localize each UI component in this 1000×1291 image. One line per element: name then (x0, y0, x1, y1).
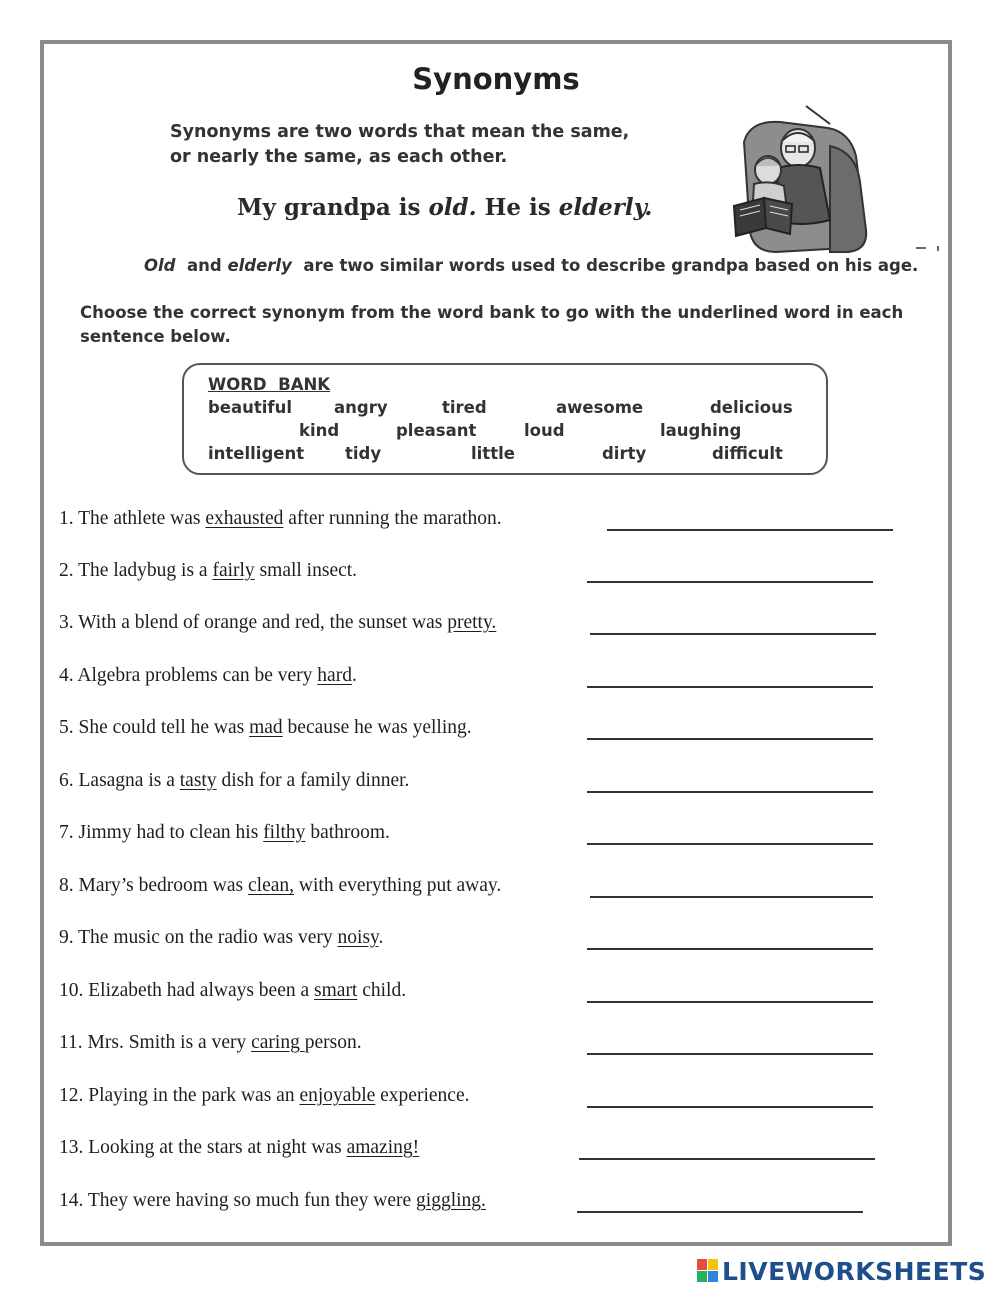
answer-blank-5[interactable] (587, 738, 873, 740)
answer-blank-2[interactable] (587, 581, 873, 583)
question-14: 14. They were having so much fun they were giggling. (59, 1190, 486, 1211)
instructions: Choose the correct synonym from the word bank to go with the underlined word in each sentence below. (80, 303, 904, 346)
logo-grid-icon (697, 1259, 719, 1283)
word-bank-word: intelligent (208, 444, 305, 463)
answer-blank-1[interactable] (607, 529, 893, 531)
answer-blank-14[interactable] (577, 1211, 863, 1213)
answer-blank-8[interactable] (590, 896, 873, 898)
word-bank-word: difficult (712, 444, 783, 463)
example-sentence (237, 194, 652, 221)
word-bank-word: delicious (710, 398, 793, 417)
question-7: 7. Jimmy had to clean his filthy bathroom. (59, 822, 390, 843)
question-6: 6. Lasagna is a tasty dish for a family dinner. (59, 770, 410, 791)
word-bank-word: tired (442, 398, 487, 417)
word-bank-title: WORD BANK (208, 375, 331, 394)
note-word-elderly: elderly (227, 256, 292, 275)
brand-name: LIVEWORKSHEETS (722, 1256, 987, 1286)
question-1: 1. The athlete was exhausted after running the marathon. (59, 508, 502, 529)
grandpa-reading-illustration (680, 102, 952, 262)
example-word-elderly: elderly. (558, 194, 653, 221)
answer-blank-13[interactable] (579, 1158, 875, 1160)
word-bank-word: dirty (602, 444, 647, 463)
word-bank-word: laughing (660, 421, 742, 440)
question-10: 10. Elizabeth had always been a smart child. (59, 980, 407, 1001)
example-word-old: old. (428, 194, 477, 221)
question-2: 2. The ladybug is a fairly small insect. (59, 560, 358, 581)
word-bank-word: little (471, 444, 515, 463)
question-3: 3. With a blend of orange and red, the sunset was pretty. (59, 612, 497, 633)
word-bank-word: tidy (345, 444, 382, 463)
word-bank-word: loud (524, 421, 565, 440)
answer-blank-11[interactable] (587, 1053, 873, 1055)
note-part-2: are two similar words used to describe grandpa based on his age. (291, 256, 919, 275)
question-4: 4. Algebra problems can be very hard. (59, 665, 357, 686)
question-5: 5. She could tell he was mad because he was yelling. (59, 717, 472, 738)
example-part-1: My grandpa is (237, 194, 429, 221)
answer-blank-6[interactable] (587, 791, 873, 793)
question-12: 12. Playing in the park was an enjoyable experience. (59, 1085, 470, 1106)
liveworksheets-logo[interactable] (697, 1256, 986, 1286)
word-bank-word: pleasant (396, 421, 477, 440)
question-13: 13. Looking at the stars at night was amazing! (59, 1137, 420, 1158)
synonym-note (144, 256, 918, 275)
note-part-1: and (175, 256, 228, 275)
note-word-old: Old (144, 256, 176, 275)
answer-blank-3[interactable] (590, 633, 876, 635)
word-bank-word: kind (299, 421, 340, 440)
word-bank-word: beautiful (208, 398, 293, 417)
answer-blank-10[interactable] (587, 1001, 873, 1003)
question-9: 9. The music on the radio was very noisy. (59, 927, 384, 948)
definition-text: Synonyms are two words that mean the same, or nearly the same, as each other. (170, 122, 630, 167)
question-8: 8. Mary’s bedroom was clean, with everything put away. (59, 875, 502, 896)
page-title: Synonyms (412, 62, 580, 96)
example-part-2: He is (476, 194, 559, 221)
worksheet-page (40, 40, 952, 1246)
word-bank-word: awesome (556, 398, 644, 417)
answer-blank-9[interactable] (587, 948, 873, 950)
word-bank (182, 363, 828, 475)
answer-blank-4[interactable] (587, 686, 873, 688)
answer-blank-12[interactable] (587, 1106, 873, 1108)
answer-blank-7[interactable] (587, 843, 873, 845)
word-bank-word: angry (334, 398, 388, 417)
question-11: 11. Mrs. Smith is a very caring person. (59, 1032, 362, 1053)
